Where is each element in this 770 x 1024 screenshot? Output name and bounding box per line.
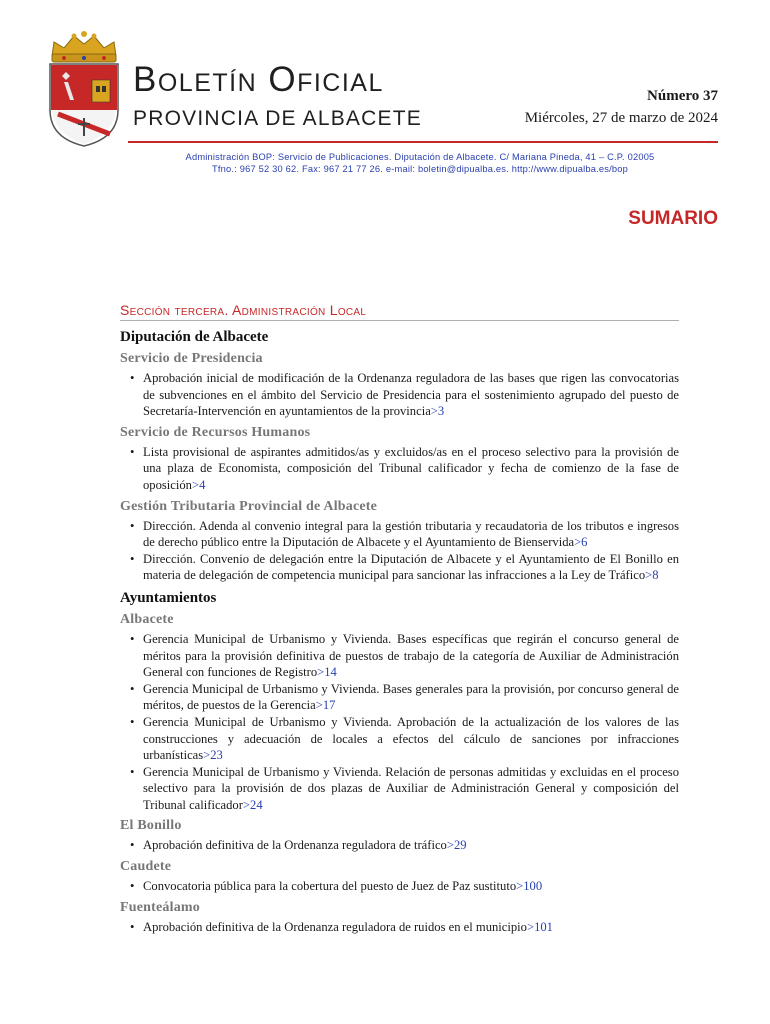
department-heading: Servicio de Presidencia xyxy=(120,351,263,366)
bullet-icon: • xyxy=(130,631,135,646)
summary-item-text: Gerencia Municipal de Urbanismo y Vivienda. Relación de personas admitidas y excluidas en el proceso selectivo para la provisión de dos plazas de Auxiliar de Administración General y composición del Tribunal calificador xyxy=(143,764,679,812)
bulletin-subtitle: PROVINCIA DE ALBACETE xyxy=(133,107,422,130)
summary-groups xyxy=(120,329,679,935)
page-link[interactable]: >8 xyxy=(645,568,659,583)
summary-item-text: Aprobación definitiva de la Ordenanza reguladora de ruidos en el municipio xyxy=(143,919,527,934)
summary-item xyxy=(120,551,679,584)
summary-item-text: Convocatoria pública para la cobertura del puesto de Juez de Paz sustituto xyxy=(143,879,517,894)
summary-item xyxy=(120,837,679,854)
summary-item-text: Gerencia Municipal de Urbanismo y Vivienda. Bases generales para la provisión, por concurso general de méritos, de puestos de la Gerencia xyxy=(143,681,679,713)
summary-item-list xyxy=(120,919,679,936)
summary-item xyxy=(120,919,679,936)
summary-item-text: Aprobación definitiva de la Ordenanza reguladora de tráfico xyxy=(143,838,447,853)
summary-item-text: Aprobación inicial de modificación de la Ordenanza reguladora de las bases que rigen las convocatorias de subvenciones en el ámbito del Servicio de Presidencia para el sostenimiento agrupado del puesto de Secretaría-Intervención en ayuntamientos de la provincia xyxy=(143,371,679,419)
summary-item-list xyxy=(120,370,679,420)
summary-item xyxy=(120,878,679,895)
entity-heading: Diputación de Albacete xyxy=(120,329,269,345)
summary-content xyxy=(120,302,679,935)
summary-item-list xyxy=(120,518,679,584)
summary-item xyxy=(120,444,679,494)
department-heading: Gestión Tributaria Provincial de Albacete xyxy=(120,498,378,514)
summary-item-text: Gerencia Municipal de Urbanismo y Vivienda. Bases específicas que regirán el concurso general de méritos para la provisión definitiva de puestos de trabajo de la categoría de Auxiliar de Administración General con funciones de Registro xyxy=(143,631,679,680)
bulletin-title: Boletín Oficial xyxy=(133,60,384,99)
page-link[interactable]: >6 xyxy=(574,535,588,550)
summary-item-text: Lista provisional de aspirantes admitidos/as y excluidos/as en el proceso selectivo para la provisión de una plaza de Economista, composición del Tribunal calificador y fecha de comienzo de la fase de oposición xyxy=(143,444,679,492)
bullet-icon: • xyxy=(130,518,135,533)
bullet-icon: • xyxy=(130,919,135,934)
issue-number: Número 37 xyxy=(647,88,718,104)
bullet-icon: • xyxy=(130,681,135,696)
department-heading: Fuenteálamo xyxy=(120,899,200,915)
page-link[interactable]: >101 xyxy=(526,919,553,934)
page-link[interactable]: >23 xyxy=(203,748,223,763)
issue-date: Miércoles, 27 de marzo de 2024 xyxy=(524,110,718,126)
page-link[interactable]: >100 xyxy=(516,879,543,894)
department-heading: Servicio de Recursos Humanos xyxy=(120,424,311,440)
department-heading: El Bonillo xyxy=(120,818,182,834)
sumario-heading: SUMARIO xyxy=(628,208,718,229)
page-link[interactable]: >29 xyxy=(446,838,467,853)
summary-item xyxy=(120,764,679,814)
summary-item-text: Dirección. Convenio de delegación entre la Diputación de Albacete y el Ayuntamiento de El Bonillo en materia de delegación de competencia municipal para sancionar las infracciones a la Ley de Tráfico xyxy=(143,551,679,583)
bullet-icon: • xyxy=(130,879,135,894)
department-heading: Albacete xyxy=(120,611,174,627)
page-link[interactable]: >24 xyxy=(242,797,263,812)
summary-item xyxy=(120,631,679,681)
summary-item-list xyxy=(120,837,679,854)
summary-item-list xyxy=(120,878,679,895)
department-heading: Caudete xyxy=(120,859,172,875)
page-link[interactable]: >17 xyxy=(315,698,336,713)
page-link[interactable]: >14 xyxy=(317,665,337,680)
bullet-icon: • xyxy=(130,444,135,459)
summary-item-list xyxy=(120,444,679,494)
bullet-icon: • xyxy=(130,838,135,853)
bullet-icon: • xyxy=(130,371,135,385)
summary-item xyxy=(120,681,679,714)
contact-line-phone: Tfno.: 967 52 30 62. Fax: 967 21 77 26. e-mail: boletin@dipualba.es. http://www.dipualba.es/bop xyxy=(211,164,629,174)
summary-item-list xyxy=(120,631,679,814)
section-heading: Sección tercera. Administración Local xyxy=(120,302,679,321)
page-link[interactable]: >4 xyxy=(191,477,206,492)
summary-item xyxy=(120,518,679,551)
coat-of-arms-logo xyxy=(44,30,124,148)
summary-item xyxy=(120,370,679,420)
bullet-icon: • xyxy=(130,764,135,779)
bullet-icon: • xyxy=(130,551,135,566)
entity-heading: Ayuntamientos xyxy=(120,589,217,606)
contact-line-address: Administración BOP: Servicio de Publicaciones. Diputación de Albacete. C/ Mariana Pineda, 41 – C.P. 02005 xyxy=(185,152,655,162)
summary-item-text: Dirección. Adenda al convenio integral para la gestión tributaria y recaudatoria de los tributos e ingresos de derecho público entre la Diputación de Albacete y el Ayuntamiento de Bienservida xyxy=(143,518,679,550)
summary-item xyxy=(120,714,679,764)
summary-item-text: Gerencia Municipal de Urbanismo y Vivienda. Aprobación de la actualización de los valores de las construcciones y adecuación de locales a efectos del cálculo de sanciones por infracciones urbanísticas xyxy=(143,714,679,763)
bullet-icon: • xyxy=(130,714,135,729)
header-divider xyxy=(128,141,718,143)
page-link[interactable]: >3 xyxy=(430,404,445,419)
